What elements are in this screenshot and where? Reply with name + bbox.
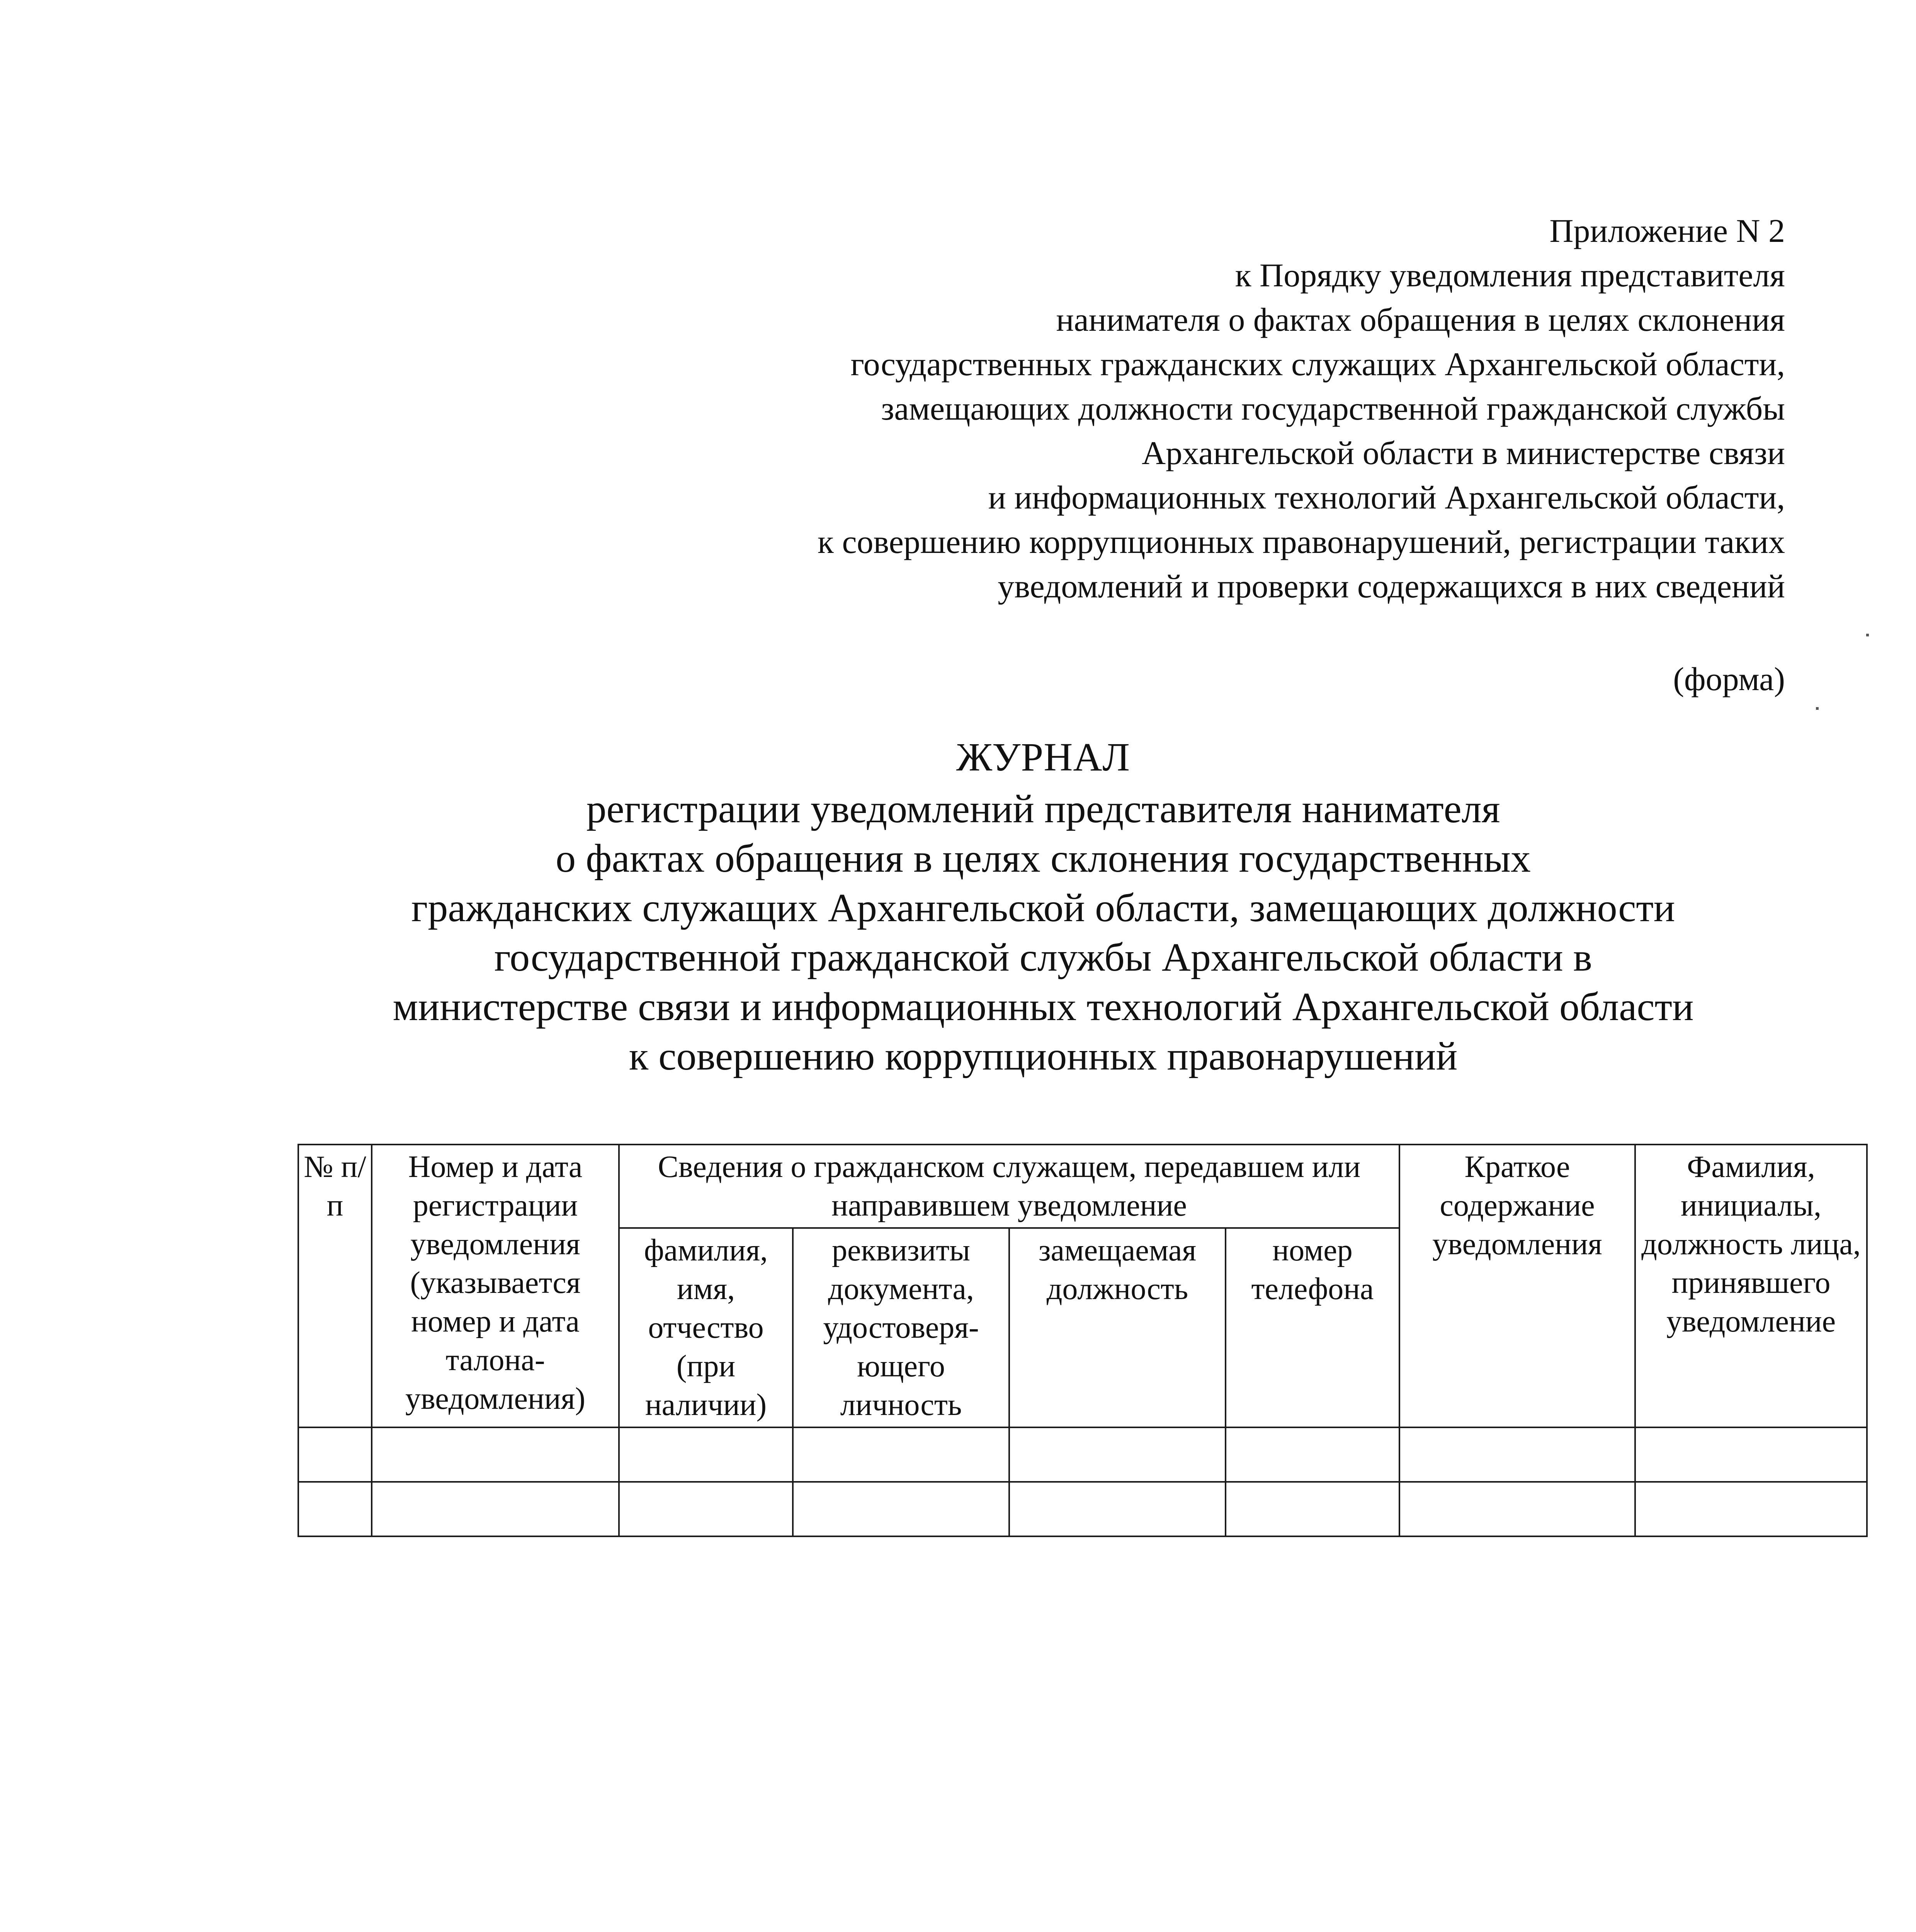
appendix-header: [541, 209, 1785, 609]
header-number: № п/п: [298, 1145, 372, 1427]
table-cell: [298, 1482, 372, 1536]
table-cell: [1226, 1482, 1399, 1536]
appendix-line: нанимателя о фактах обращения в целях склонения: [1056, 301, 1785, 338]
scan-speck: [1866, 634, 1869, 636]
appendix-line: государственных гражданских служащих Архангельской области,: [850, 345, 1785, 383]
table-cell: [1635, 1482, 1867, 1536]
table-cell: [793, 1482, 1009, 1536]
header-summary: Краткое содержание уведомления: [1399, 1145, 1635, 1427]
table-cell: [372, 1427, 619, 1482]
header-registration: Номер и дата регистрации уведомления (указывается номер и дата талона-уведомления): [372, 1145, 619, 1427]
appendix-line: Архангельской области в министерстве связи: [1142, 434, 1785, 471]
journal-subtitle-line: регистрации уведомлений представителя нанимателя: [586, 787, 1500, 831]
table-cell: [619, 1482, 793, 1536]
appendix-line: замещающих должности государственной гражданской службы: [881, 390, 1785, 427]
table-cell: [793, 1427, 1009, 1482]
journal-subtitle-line: министерстве связи и информационных технологий Архангельской области: [393, 985, 1694, 1029]
table-cell: [298, 1427, 372, 1482]
header-receiver: Фамилия, инициалы, должность лица, принявшего уведомление: [1635, 1145, 1867, 1427]
journal-subtitle-line: к совершению коррупционных правонарушений: [629, 1034, 1458, 1078]
journal-title-block: [174, 730, 1913, 1081]
table-row: [298, 1482, 1867, 1536]
header-phone: номер телефона: [1226, 1228, 1399, 1427]
appendix-line: и информационных технологий Архангельской области,: [988, 479, 1785, 516]
table-row: [298, 1427, 1867, 1482]
table-cell: [619, 1427, 793, 1482]
table-cell: [1399, 1482, 1635, 1536]
table-cell: [372, 1482, 619, 1536]
header-position: замещаемая должность: [1009, 1228, 1226, 1427]
table-cell: [1009, 1482, 1226, 1536]
journal-title: ЖУРНАЛ: [956, 735, 1130, 779]
journal-subtitle-line: гражданских служащих Архангельской области, замещающих должности: [411, 886, 1675, 930]
journal-subtitle: [174, 784, 1913, 1081]
appendix-line: уведомлений и проверки содержащихся в них сведений: [998, 568, 1785, 605]
appendix-line: к совершению коррупционных правонарушений, регистрации таких: [818, 523, 1785, 560]
table-cell: [1009, 1427, 1226, 1482]
scan-speck: [1816, 707, 1819, 710]
header-employee-info: Сведения о гражданском служащем, передавшем или направившем уведомление: [619, 1145, 1399, 1228]
header-document: реквизиты документа, удостоверя-ющего личность: [793, 1228, 1009, 1427]
appendix-line: Приложение N 2: [1549, 212, 1785, 249]
table-header-row: [298, 1145, 1867, 1228]
journal-subtitle-line: о фактах обращения в целях склонения государственных: [556, 836, 1531, 881]
form-label: (форма): [1673, 660, 1785, 697]
table-cell: [1399, 1427, 1635, 1482]
appendix-line: к Порядку уведомления представителя: [1235, 257, 1785, 294]
journal-subtitle-line: государственной гражданской службы Архангельской области в: [494, 935, 1592, 980]
journal-table: [298, 1144, 1868, 1537]
table-cell: [1226, 1427, 1399, 1482]
header-fio: фамилия, имя, отчество (при наличии): [619, 1228, 793, 1427]
table-cell: [1635, 1427, 1867, 1482]
